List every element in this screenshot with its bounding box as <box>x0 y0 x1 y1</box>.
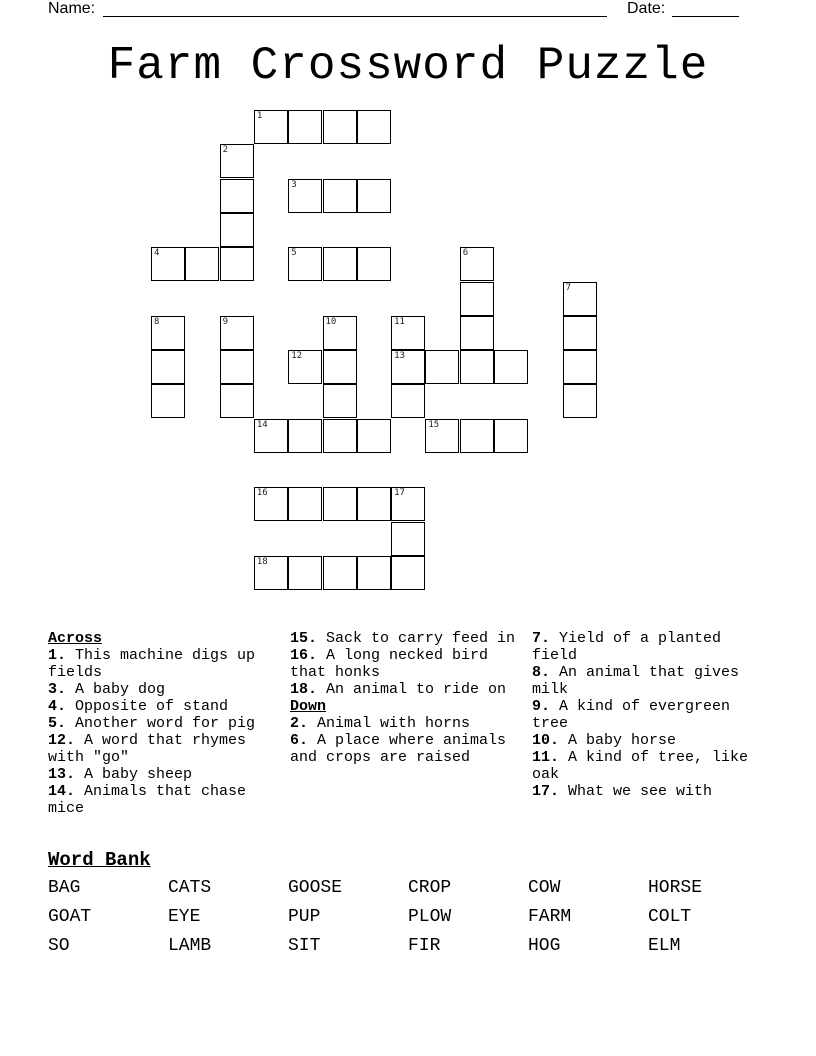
cell-number: 12 <box>291 351 303 362</box>
cell-number: 17 <box>394 488 405 499</box>
grid-cell[interactable] <box>220 144 254 178</box>
word-bank-item: CROP <box>408 878 452 898</box>
cell-number: 10 <box>325 316 337 327</box>
clue <box>290 681 522 698</box>
clue-text: A place where animals and crops are raised <box>290 732 507 766</box>
clue-text: Yield of a planted field <box>532 630 722 664</box>
clue <box>290 715 522 732</box>
cell-number: 11 <box>394 316 405 327</box>
word-bank-item: PLOW <box>408 907 452 927</box>
grid-cell[interactable] <box>460 247 494 281</box>
grid-cell[interactable] <box>254 419 288 453</box>
clue-number: 3. <box>48 681 67 698</box>
word-bank-item: PUP <box>288 907 321 927</box>
clue-number: 16. <box>290 647 318 664</box>
grid-cell[interactable] <box>460 419 494 453</box>
clue-number: 10. <box>532 732 560 749</box>
word-bank-item: COW <box>528 878 561 898</box>
clue-number: 6. <box>290 732 309 749</box>
clue <box>48 681 280 698</box>
grid-cell[interactable] <box>151 350 185 384</box>
clue <box>290 630 522 647</box>
clue-number: 9. <box>532 698 551 715</box>
clue-text: Animals that chase mice <box>48 783 247 817</box>
grid-cell[interactable] <box>288 556 322 590</box>
clue-number: 4. <box>48 698 67 715</box>
grid-cell[interactable] <box>254 110 288 144</box>
down-clue-list-continued <box>532 630 772 800</box>
clue <box>48 732 280 766</box>
grid-cell[interactable] <box>460 316 494 350</box>
word-bank-title: Word Bank <box>48 849 151 871</box>
grid-cell[interactable] <box>288 487 322 521</box>
clue-text: A word that rhymes with "go" <box>48 732 247 766</box>
grid-cell[interactable] <box>391 487 425 521</box>
grid-cell[interactable] <box>254 487 288 521</box>
grid-cell[interactable] <box>494 350 528 384</box>
clue-number: 12. <box>48 732 76 749</box>
clue-number: 18. <box>290 681 318 698</box>
cell-number: 13 <box>394 351 405 362</box>
cell-number: 3 <box>291 179 297 190</box>
clues-column-1 <box>48 630 280 817</box>
grid-cell[interactable] <box>151 384 185 418</box>
word-bank-item: FARM <box>528 907 572 927</box>
clue <box>532 630 772 664</box>
word-bank-item: HOG <box>528 936 561 956</box>
clue <box>290 732 522 766</box>
grid-cell[interactable] <box>323 316 357 350</box>
clue-number: 8. <box>532 664 551 681</box>
cell-number: 18 <box>256 556 268 567</box>
grid-cell[interactable] <box>563 350 597 384</box>
grid-cell[interactable] <box>391 556 425 590</box>
word-bank-item: LAMB <box>168 936 212 956</box>
clue-text: An animal that gives milk <box>532 664 740 698</box>
clue <box>48 698 280 715</box>
clue-text: A baby sheep <box>75 766 193 783</box>
clue-number: 1. <box>48 647 67 664</box>
clue-text: A baby horse <box>559 732 677 749</box>
word-bank-item: ELM <box>648 936 681 956</box>
clue <box>48 783 280 817</box>
clue-number: 14. <box>48 783 76 800</box>
grid-cell[interactable] <box>425 419 459 453</box>
clue-number: 13. <box>48 766 76 783</box>
grid-cell[interactable] <box>494 419 528 453</box>
cell-number: 8 <box>154 316 160 327</box>
grid-cell[interactable] <box>220 350 254 384</box>
clue-text: An animal to ride on <box>317 681 507 698</box>
grid-cell[interactable] <box>220 213 254 247</box>
word-bank-item: EYE <box>168 907 201 927</box>
clue <box>532 698 772 732</box>
grid-cell[interactable] <box>391 384 425 418</box>
clues-column-3 <box>532 630 772 800</box>
grid-cell[interactable] <box>563 384 597 418</box>
grid-cell[interactable] <box>357 247 391 281</box>
word-bank-item: FIR <box>408 936 441 956</box>
grid-cell[interactable] <box>288 419 322 453</box>
clue <box>48 766 280 783</box>
grid-cell[interactable] <box>288 179 322 213</box>
clue-text: A kind of evergreen tree <box>532 698 731 732</box>
across-heading: Across <box>48 630 103 647</box>
grid-cell[interactable] <box>425 350 459 384</box>
grid-cell[interactable] <box>220 316 254 350</box>
clue-text: A kind of tree, like oak <box>532 749 749 783</box>
word-bank-item: COLT <box>648 907 692 927</box>
grid-cell[interactable] <box>391 350 425 384</box>
clue <box>290 647 522 681</box>
clue <box>532 783 772 800</box>
grid-cell[interactable] <box>185 247 219 281</box>
name-label: Name: <box>48 0 96 17</box>
clue-text: This machine digs up fields <box>48 647 256 681</box>
clue-number: 15. <box>290 630 318 647</box>
clue-number: 2. <box>290 715 309 732</box>
cell-number: 6 <box>462 248 469 259</box>
grid-cell[interactable] <box>323 384 357 418</box>
grid-cell[interactable] <box>288 350 322 384</box>
word-bank-item: GOAT <box>48 907 92 927</box>
grid-cell[interactable] <box>391 316 425 350</box>
grid-cell[interactable] <box>220 179 254 213</box>
cell-number: 5 <box>291 248 297 259</box>
grid-cell[interactable] <box>323 350 357 384</box>
cell-number: 16 <box>256 488 268 499</box>
clue-text: Sack to carry feed in <box>317 630 516 647</box>
word-bank <box>48 877 768 957</box>
grid-cell[interactable] <box>357 487 391 521</box>
grid-cell[interactable] <box>220 384 254 418</box>
grid-cell[interactable] <box>323 487 357 521</box>
clue-text: Another word for pig <box>66 715 256 732</box>
grid-cell[interactable] <box>151 316 185 350</box>
clue-number: 11. <box>532 749 560 766</box>
grid-cell[interactable] <box>357 419 391 453</box>
word-bank-item: SIT <box>288 936 321 956</box>
grid-cell[interactable] <box>220 247 254 281</box>
grid-cell[interactable] <box>323 556 357 590</box>
cell-number: 15 <box>428 419 440 430</box>
clue-number: 7. <box>532 630 551 647</box>
clue-text: A long necked bird that honks <box>290 647 489 681</box>
grid-cell[interactable] <box>323 110 357 144</box>
word-bank-item: CATS <box>168 878 212 898</box>
grid-cell[interactable] <box>323 179 357 213</box>
cell-number: 7 <box>565 282 572 293</box>
word-bank-item: GOOSE <box>288 878 343 898</box>
grid-cell[interactable] <box>323 419 357 453</box>
grid-cell[interactable] <box>357 556 391 590</box>
across-clue-list <box>48 647 280 817</box>
clues-column-2 <box>290 630 522 766</box>
down-clue-list <box>290 715 522 766</box>
grid-cell[interactable] <box>563 316 597 350</box>
across-clue-list-continued <box>290 630 522 698</box>
grid-cell[interactable] <box>151 247 185 281</box>
grid-cell[interactable] <box>288 247 322 281</box>
word-bank-item: BAG <box>48 878 81 898</box>
cell-number: 4 <box>154 248 160 259</box>
clue <box>532 664 772 698</box>
clue-text: Animal with horns <box>308 715 471 732</box>
cell-number: 14 <box>256 419 268 430</box>
clue-text: A baby dog <box>66 681 166 698</box>
grid-cell[interactable] <box>357 110 391 144</box>
date-label: Date: <box>627 0 666 17</box>
clue <box>532 732 772 749</box>
clue-text: What we see with <box>559 783 713 800</box>
down-heading: Down <box>290 698 327 715</box>
grid-cell[interactable] <box>460 350 494 384</box>
page-title: Farm Crossword Puzzle <box>107 40 709 92</box>
grid-cell[interactable] <box>288 110 322 144</box>
cell-number: 1 <box>256 111 263 121</box>
clue <box>48 715 280 732</box>
clue <box>48 647 280 681</box>
grid-cell[interactable] <box>563 282 597 316</box>
word-bank-item: HORSE <box>648 878 703 898</box>
grid-cell[interactable] <box>254 556 288 590</box>
clue <box>532 749 772 783</box>
word-bank-item: SO <box>48 936 70 956</box>
grid-cell[interactable] <box>357 179 391 213</box>
cell-number: 2 <box>222 145 229 156</box>
clue-number: 17. <box>532 783 560 800</box>
grid-cell[interactable] <box>391 522 425 556</box>
clue-text: Opposite of stand <box>66 698 229 715</box>
clue-number: 5. <box>48 715 67 732</box>
cell-number: 9 <box>222 316 229 327</box>
grid-cell[interactable] <box>323 247 357 281</box>
grid-cell[interactable] <box>460 282 494 316</box>
